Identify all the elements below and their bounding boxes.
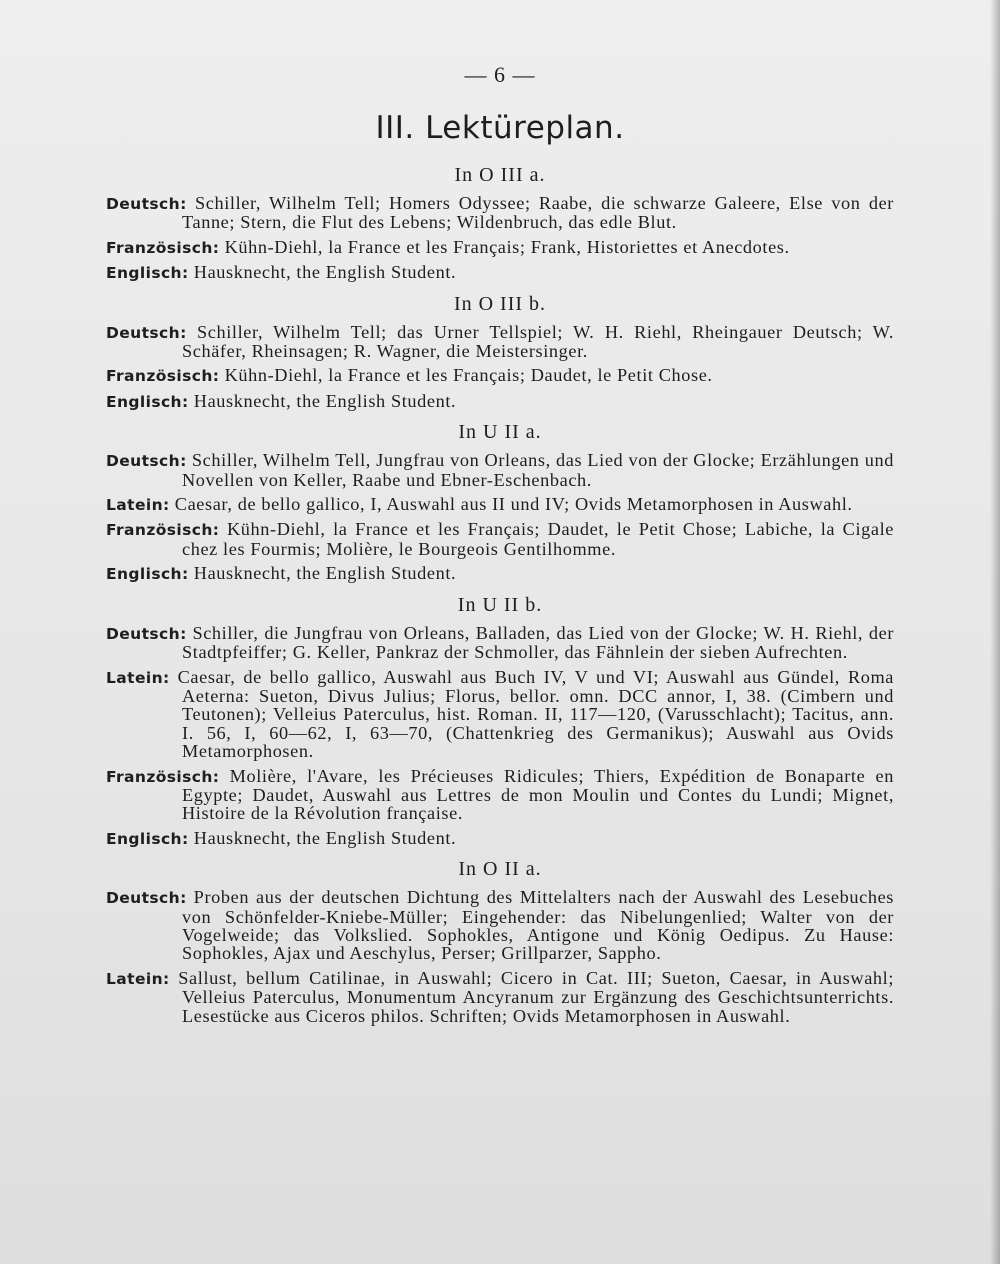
reading-entry [106, 969, 894, 1025]
reading-entry [106, 495, 894, 514]
subject-label: Latein: [106, 496, 170, 515]
class-section [106, 417, 894, 583]
subject-label: Französisch: [106, 767, 220, 786]
reading-text: Molière, l'Avare, les Précieuses Ridicules; Thiers, Expédition de Bonaparte en Egypte; Daudet, Auswahl aus Lettres de mon Moulin und Contes du Lundi; Mignet, Histoire de la Révolution française. [182, 765, 894, 824]
subject-label: Französisch: [106, 521, 220, 540]
reading-entry [106, 238, 894, 257]
class-heading: In O III a. [454, 164, 546, 186]
reading-text: Schiller, Wilhelm Tell; das Urner Tellspiel; W. H. Riehl, Rheingauer Deutsch; W. Schäfer, Rheinsagen; R. Wagner, die Meistersinger. [182, 321, 895, 362]
subject-label: Deutsch: [106, 889, 187, 908]
subject-label: Latein: [106, 668, 170, 687]
class-heading: In U II b. [457, 593, 543, 616]
reading-entry [106, 888, 894, 963]
reading-plan-body [106, 160, 894, 1031]
reading-entry [106, 263, 894, 282]
subject-label: Deutsch: [106, 323, 187, 342]
reading-text: Hausknecht, the English Student. [193, 563, 457, 584]
reading-entry [106, 520, 894, 558]
subject-label: Deutsch: [106, 195, 187, 213]
reading-text: Sallust, bellum Catilinae, in Auswahl; Cicero in Cat. III; Sueton, Caesar, in Auswahl; Velleius Paterculus, Monumentum Ancyranum zur Ergänzung des Geschichtsunterrichts. Lesestücke aus Ciceros philos. Schriften; Ovids Metamorphosen in Auswahl. [178, 967, 895, 1026]
subject-label: Latein: [106, 969, 170, 988]
reading-text: Caesar, de bello gallico, Auswahl aus Buch IV, V und VI; Auswahl aus Gündel, Roma Aeterna: Sueton, Divus Julius; Florus, bellor. omn. DCC annor, I, 38. (Cimbern und Teutonen); Velleius Paterculus, hist. Roman. II, 117—120, (Varusschlacht); Tacitus, ann. I. 56, I, 60—62, I, 63—70, (Chattenkrieg des Germanikus); Auswahl aus Ovids Metamorphosen. [177, 666, 895, 762]
reading-entry [106, 564, 894, 583]
reading-text: Schiller, die Jungfrau von Orleans, Balladen, das Lied von der Glocke; W. H. Riehl, der Stadtpfeiffer; G. Keller, Pankraz der Schmoller, das Fähnlein der sieben Aufrechten. [182, 622, 895, 663]
reading-text: Kühn-Diehl, la France et les Français; Daudet, le Petit Chose; Labiche, la Cigale chez les Fourmis; Molière, le Bourgeois Gentilhomme. [182, 519, 894, 559]
reading-entry [106, 767, 894, 823]
reading-text: Caesar, de bello gallico, I, Auswahl aus II und IV; Ovids Metamorphosen in Auswahl. [174, 494, 853, 515]
reading-text: Schiller, Wilhelm Tell; Homers Odyssee; Raabe, die schwarze Galeere, Else von der Tanne; Stern, die Flut des Lebens; Wildenbruch, das edle Blut. [182, 193, 894, 233]
reading-text: Proben aus der deutschen Dichtung des Mittelalters nach der Auswahl des Lesebuches von Schönfelder-Kniebe-Müller; Eingehender: das Nibelungenlied; Walter von der Vogelweide; das Volkslied. Sophokles, Antigone und König Oedipus. Zu Hause: Sophokles, Ajax und Aeschylus, Perser; Grillparzer, Sappho. [182, 887, 894, 964]
reading-entry [106, 624, 894, 662]
reading-text: Kühn-Diehl, la France et les Français; Daudet, le Petit Chose. [224, 365, 713, 386]
reading-entry [106, 668, 894, 761]
reading-entry [106, 194, 894, 232]
reading-entry [106, 392, 894, 411]
reading-text: Hausknecht, the English Student. [193, 262, 457, 283]
class-heading: In O II a. [458, 858, 542, 881]
subject-label: Englisch: [106, 565, 189, 584]
reading-entry [106, 451, 894, 489]
reading-text: Hausknecht, the English Student. [193, 390, 457, 411]
subject-label: Englisch: [106, 264, 189, 283]
page-number: — 6 — [464, 62, 536, 87]
class-section [106, 590, 894, 848]
class-section [106, 854, 894, 1025]
reading-entry [106, 323, 894, 361]
class-section [106, 160, 894, 283]
reading-entry [106, 829, 894, 848]
class-heading: In U II a. [458, 421, 542, 444]
reading-text: Hausknecht, the English Student. [193, 827, 457, 848]
subject-label: Englisch: [106, 829, 189, 848]
subject-label: Französisch: [106, 238, 220, 257]
class-section [106, 289, 894, 412]
subject-label: Französisch: [106, 367, 220, 386]
reading-text: Kühn-Diehl, la France et les Français; Frank, Historiettes et Anecdotes. [224, 236, 790, 257]
subject-label: Deutsch: [106, 452, 187, 471]
page-edge-shadow [990, 0, 1000, 1264]
page-title: III. Lektüreplan. [375, 110, 625, 146]
reading-entry [106, 366, 894, 385]
reading-text: Schiller, Wilhelm Tell, Jungfrau von Orleans, das Lied von der Glocke; Erzählungen und Novellen von Keller, Raabe und Ebner-Eschenbach. [182, 450, 894, 490]
subject-label: Deutsch: [106, 624, 187, 643]
class-heading: In O III b. [453, 292, 547, 315]
subject-label: Englisch: [106, 392, 189, 411]
